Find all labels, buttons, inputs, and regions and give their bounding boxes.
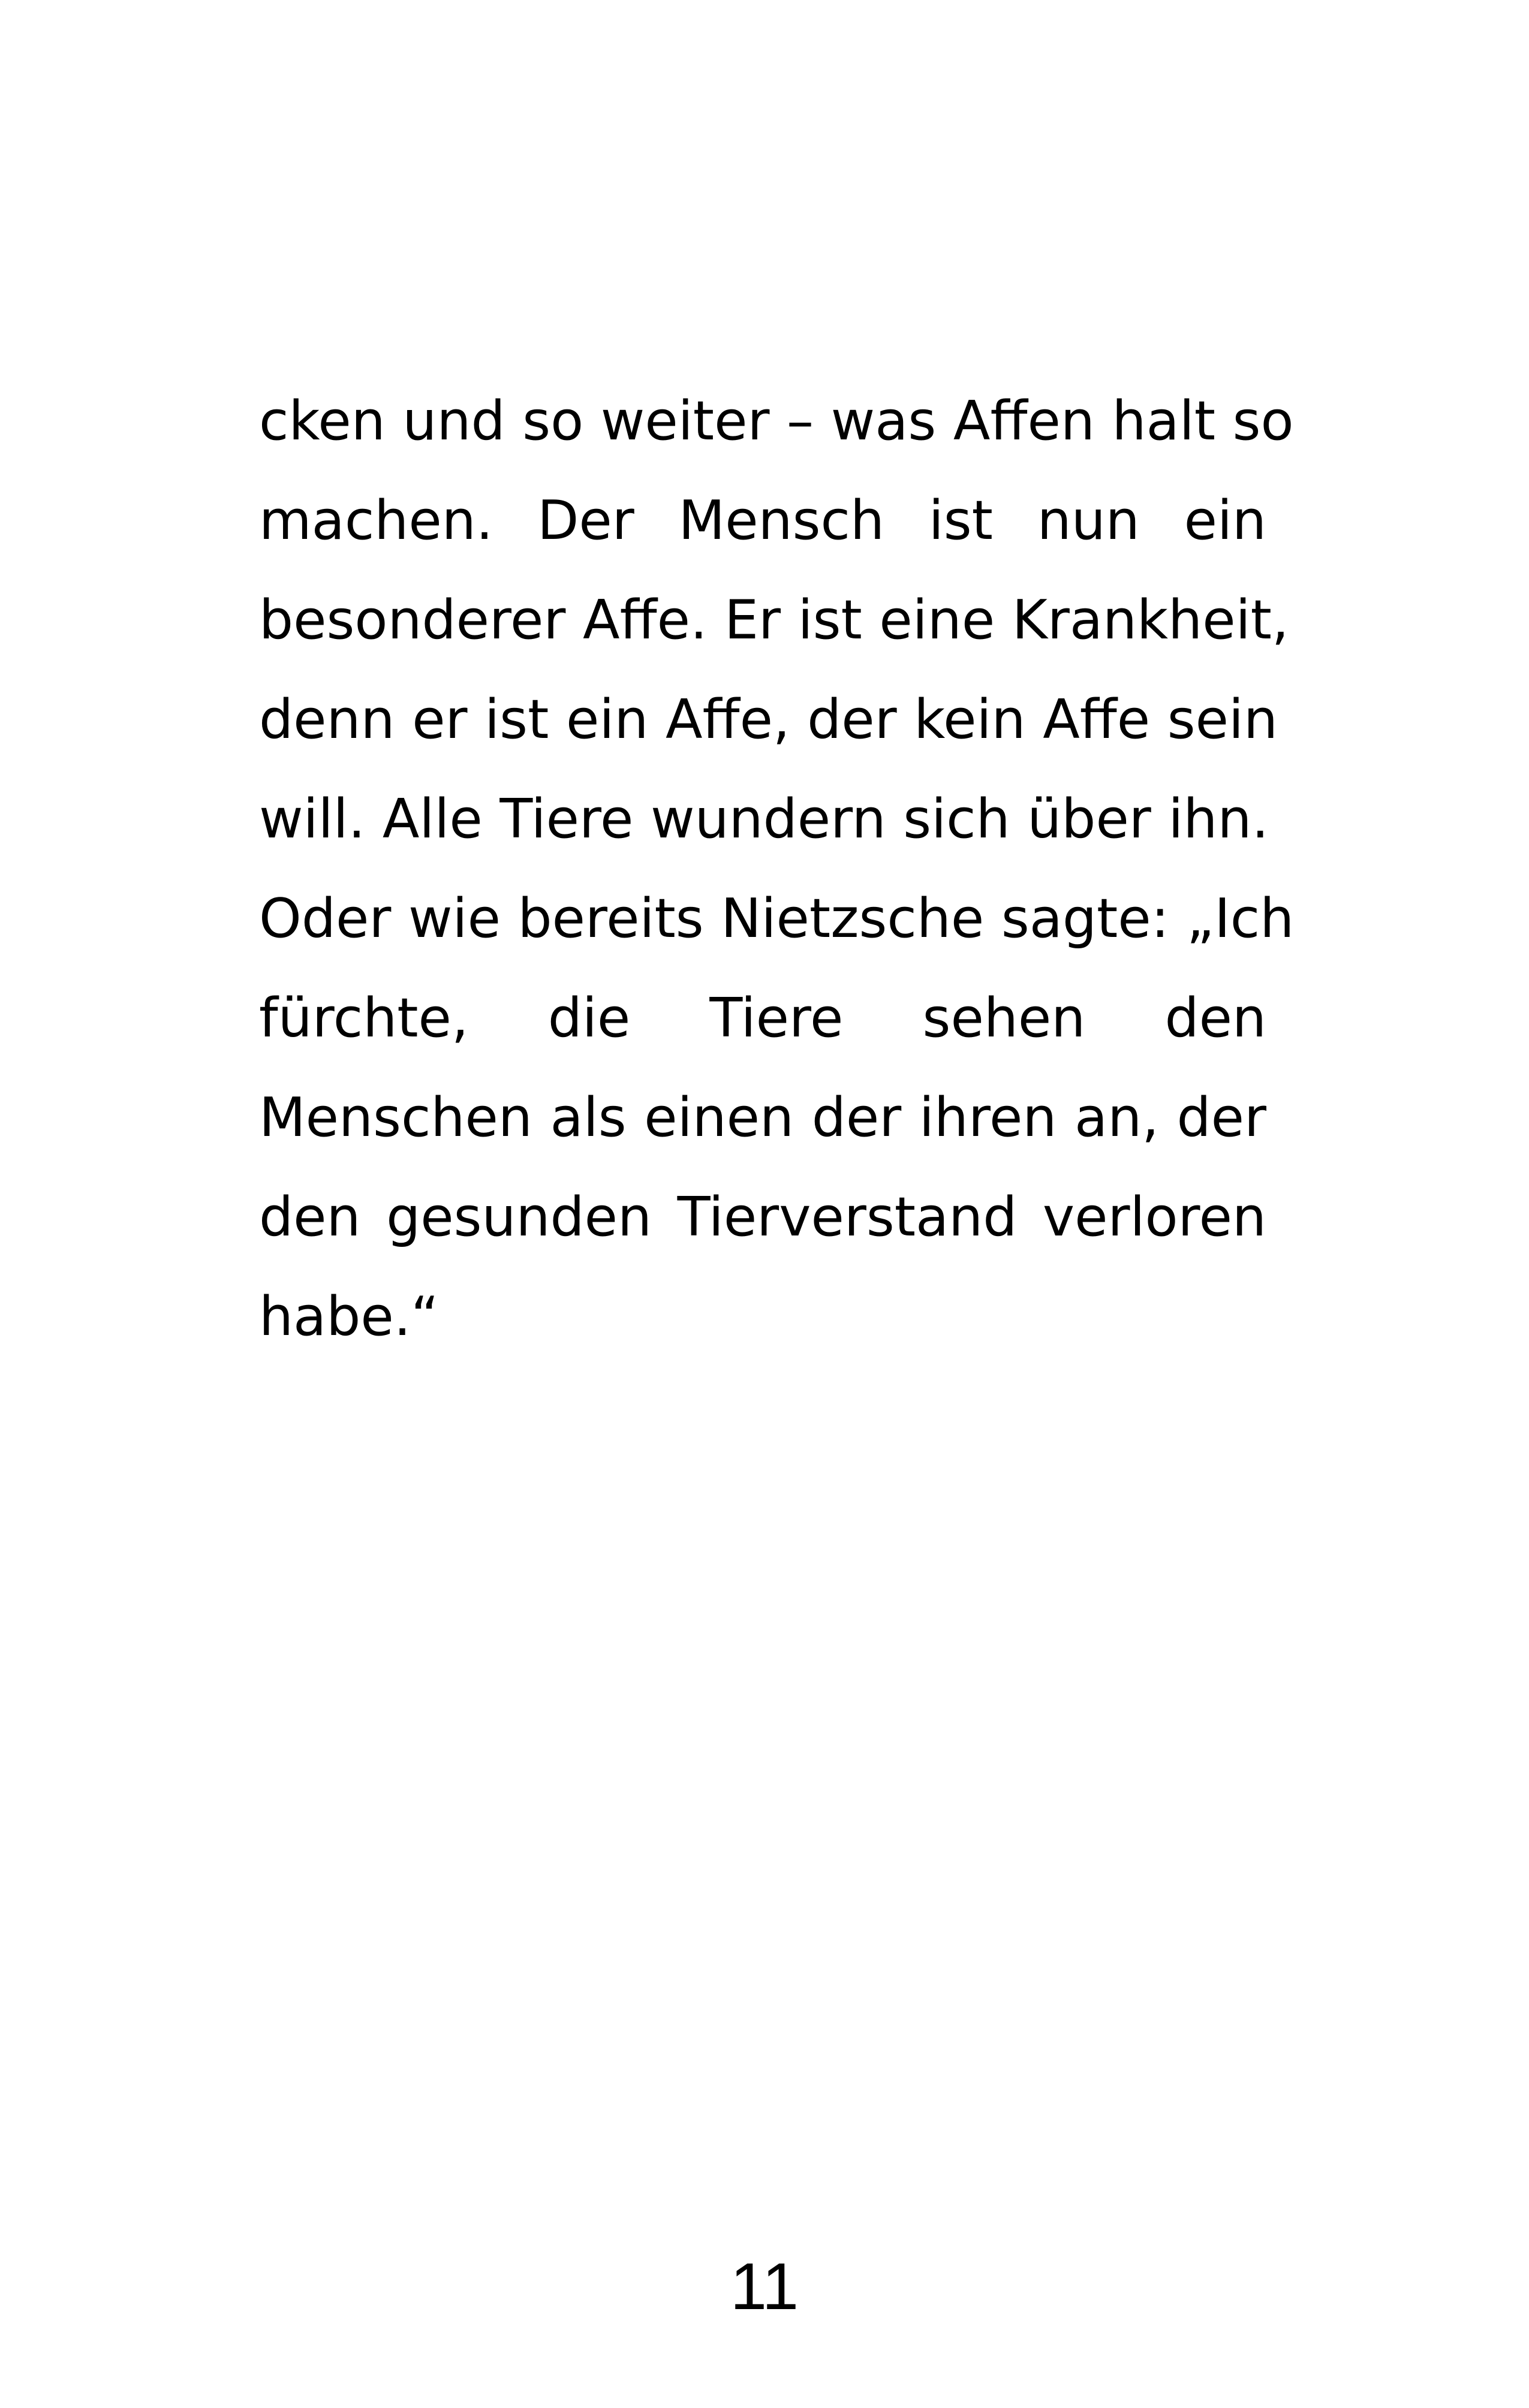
text-line: machen. Der Mensch ist nun ein	[259, 489, 1266, 552]
page-number: 11	[730, 2250, 799, 2323]
text-line: fürchte, die Tiere sehen den	[259, 987, 1266, 1050]
text-line: cken und so weiter – was Affen halt so	[259, 390, 1294, 453]
text-line: besonderer Affe. Er ist eine Krankheit,	[259, 589, 1289, 652]
text-line: habe.“	[259, 1285, 439, 1348]
text-line: Oder wie bereits Nietzsche sagte: „Ich	[259, 887, 1295, 950]
text-line: den gesunden Tierverstand verloren	[259, 1186, 1266, 1249]
body-text	[259, 372, 1295, 1367]
text-line: denn er ist ein Affe, der kein Affe sein	[259, 688, 1278, 751]
text-line: will. Alle Tiere wundern sich über ihn.	[259, 788, 1269, 851]
text-line: Menschen als einen der ihren an, der	[259, 1086, 1266, 1149]
